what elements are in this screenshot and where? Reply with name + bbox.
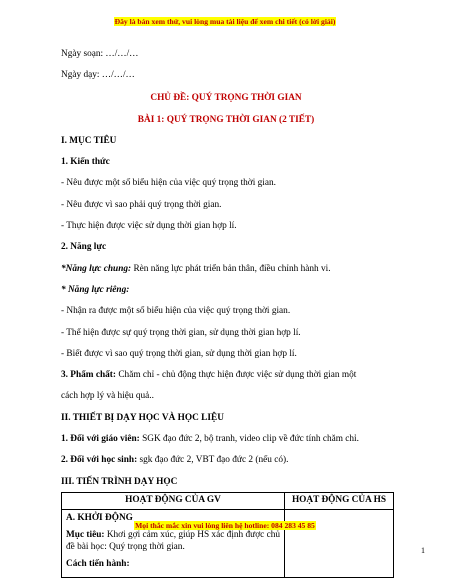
hotline-banner: Mọi thắc mắc xin vui lòng liên hệ hotline: 084 283 45 85 <box>135 521 315 530</box>
teacher-materials: 1. Đối với giáo viên: SGK đạo đức 2, bộ tranh, video clip về đức tính chăm chỉ. <box>61 434 359 445</box>
specific-competence-label: * Năng lực riêng: <box>61 284 130 295</box>
knowledge-item: - Nêu được một số biểu hiện của việc quý trọng thời gian. <box>61 178 276 189</box>
lesson-plan-body <box>61 48 391 578</box>
date-taught: Ngày dạy: …/…/… <box>61 70 135 81</box>
date-prepared: Ngày soạn: …/…/… <box>61 49 139 59</box>
quality-line: 3. Phẩm chất: Chăm chỉ - chủ động thực hiện được việc sử dụng thời gian một <box>61 370 357 381</box>
activity-table <box>61 492 394 578</box>
section-equipment: II. THIẾT BỊ DẠY HỌC VÀ HỌC LIỆU <box>61 412 224 423</box>
table-header-row <box>62 492 394 509</box>
preview-banner: Đây là bản xem thử, vui lòng mua tài liệu để xem chi tiết (có lời giải) <box>114 17 336 26</box>
student-materials: 2. Đối với học sinh: sgk đạo đức 2, VBT đạo đức 2 (nếu có). <box>61 455 289 466</box>
competence-item: - Biết được vì sao quý trọng thời gian, sử dụng thời gian hợp lí. <box>61 348 297 359</box>
subsection-competence: 2. Năng lực <box>61 242 107 253</box>
general-competence: *Năng lực chung: Rèn năng lực phát triển bản thân, điều chỉnh hành vi. <box>61 263 331 274</box>
header-teacher: HOẠT ĐỘNG CỦA GV <box>62 492 285 509</box>
header-student: HOẠT ĐỘNG CỦA HS <box>285 492 394 509</box>
student-activity-cell <box>285 509 394 577</box>
knowledge-item: - Nêu được vì sao phải quý trọng thời gian. <box>61 199 222 210</box>
subsection-knowledge: 1. Kiến thức <box>61 157 110 168</box>
teacher-activity-cell <box>62 509 285 577</box>
competence-item: - Nhận ra được một số biểu hiện của việc quý trọng thời gian. <box>61 306 291 317</box>
section-objectives: I. MỤC TIÊU <box>61 135 117 146</box>
page-number: 1 <box>421 546 425 555</box>
topic-title: CHỦ ĐỀ: QUÝ TRỌNG THỜI GIAN <box>150 93 302 104</box>
section-process: III. TIẾN TRÌNH DẠY HỌC <box>61 476 178 487</box>
warmup-heading: A. KHỞI ĐỘNG <box>66 512 133 523</box>
procedure-label: Cách tiến hành: <box>66 558 130 569</box>
knowledge-item: - Thực hiện được việc sử dụng thời gian hợp lí. <box>61 221 237 232</box>
competence-item: - Thể hiện được sự quý trọng thời gian, sử dụng thời gian hợp lí. <box>61 327 301 338</box>
table-row <box>62 509 394 577</box>
objective-text: Mục tiêu: Khơi gợi cảm xúc, giúp HS xác định được chủ đề bài học: Quý trọng thời gian. <box>66 529 281 552</box>
lesson-title: BÀI 1: QUÝ TRỌNG THỜI GIAN (2 TIẾT) <box>137 114 315 125</box>
quality-line-cont: cách hợp lý và hiệu quả.. <box>61 391 154 402</box>
